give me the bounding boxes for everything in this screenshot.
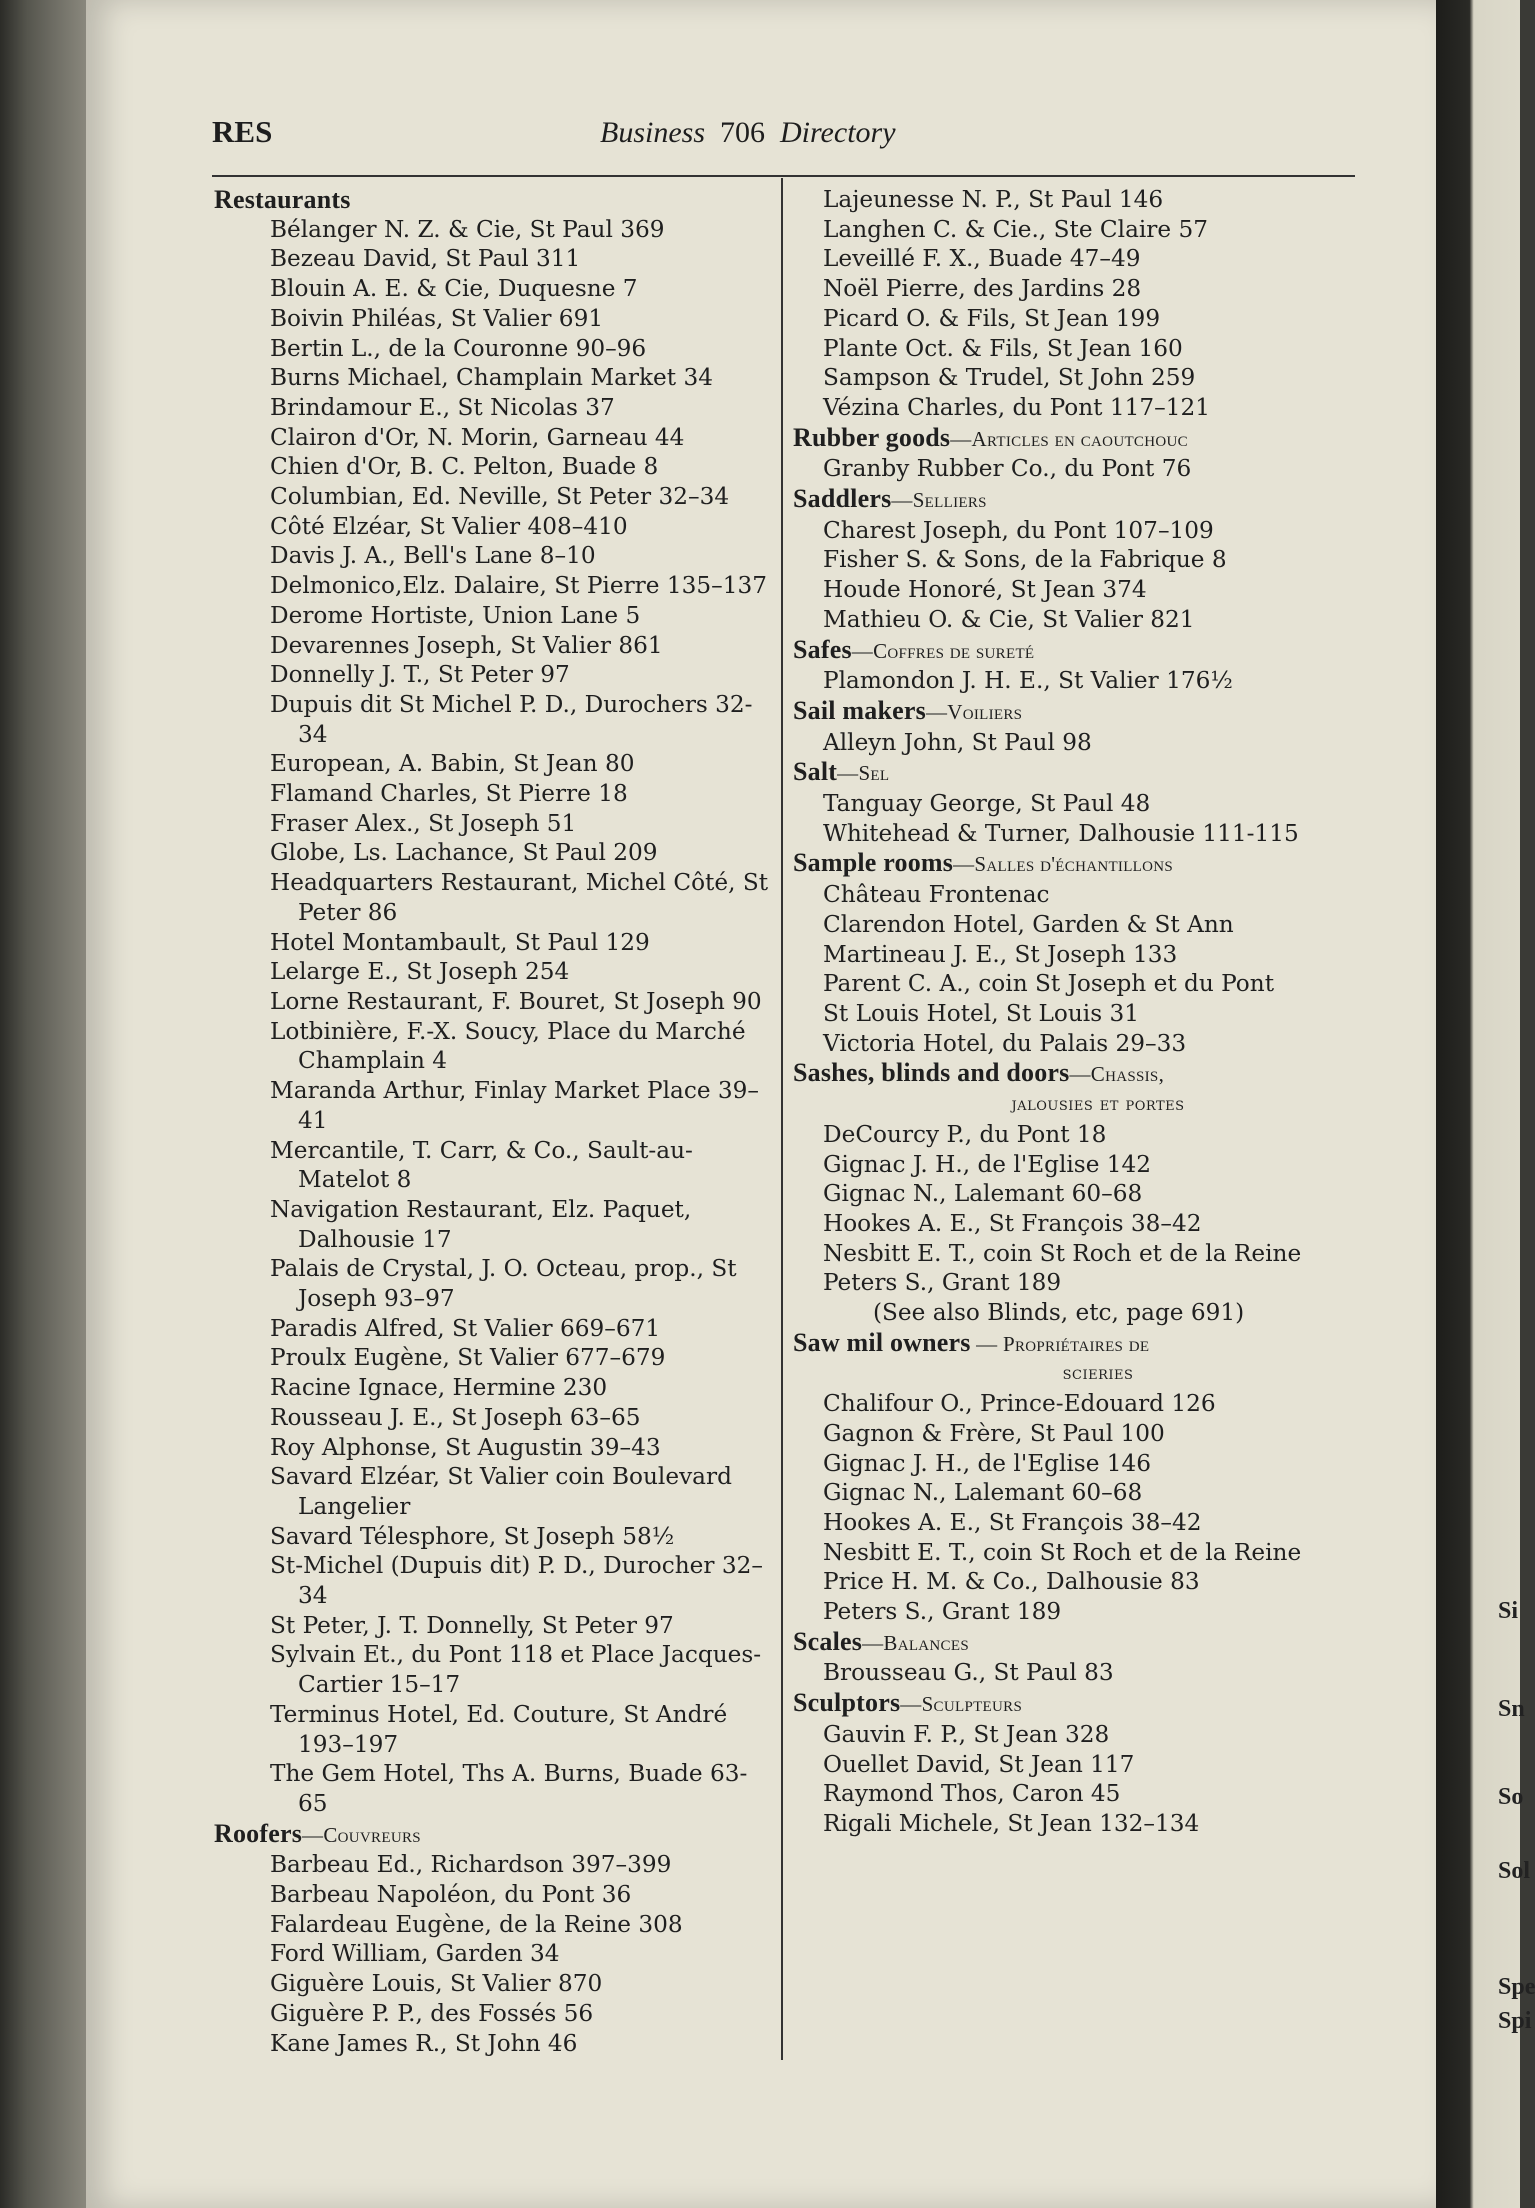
- directory-entry: Sampson & Trudel, St John 259: [823, 364, 1196, 392]
- directory-entry: Barbeau Ed., Richardson 397–399: [270, 1851, 672, 1879]
- directory-entry: Parent C. A., coin St Joseph et du Pont: [823, 970, 1275, 998]
- directory-entry: Hookes A. E., St François 38–42: [823, 1508, 1202, 1536]
- directory-entry: Vézina Charles, du Pont 117–121: [823, 393, 1210, 421]
- edge-fragment: So: [1498, 1784, 1524, 1810]
- directory-entry: Lajeunesse N. P., St Paul 146: [823, 186, 1164, 213]
- directory-entry: Victoria Hotel, du Palais 29–33: [823, 1029, 1187, 1057]
- directory-entry: Bezeau David, St Paul 311: [270, 245, 581, 273]
- directory-entry: European, A. Babin, St Jean 80: [270, 750, 635, 778]
- heading-rubber-goods: Rubber goods—Articles en caoutchouc: [793, 422, 1188, 452]
- heading-sample-rooms: Sample rooms—Salles d'échantillons: [793, 848, 1174, 878]
- sample-rooms-list: [793, 880, 1363, 1058]
- directory-entry: Maranda Arthur, Finlay Market Place 39–41: [270, 1077, 760, 1134]
- directory-entry: Dupuis dit St Michel P. D., Durochers 32-34: [270, 690, 753, 748]
- page-number: 706: [720, 116, 765, 149]
- directory-entry: Mathieu O. & Cie, St Valier 821: [823, 605, 1195, 633]
- directory-entry: Alleyn John, St Paul 98: [823, 728, 1092, 756]
- directory-entry: Globe, Ls. Lachance, St Paul 209: [270, 839, 658, 867]
- heading-sashes-french-2: jalousies et portes: [1011, 1093, 1185, 1116]
- directory-entry: Chalifour O., Prince-Edouard 126: [823, 1390, 1216, 1418]
- directory-entry: Fisher S. & Sons, de la Fabrique 8: [823, 546, 1227, 574]
- directory-entry: Peters S., Grant 189: [823, 1269, 1062, 1297]
- heading-salt: Salt—Sel: [793, 757, 890, 787]
- directory-entry: Charest Joseph, du Pont 107–109: [823, 516, 1214, 544]
- heading-sail-makers: Sail makers—Voiliers: [793, 695, 1023, 725]
- directory-entry: Mercantile, T. Carr, & Co., Sault-au-Matelot 8: [270, 1136, 693, 1194]
- heading-saw-mill: Saw mil owners — Propriétaires de: [793, 1327, 1150, 1357]
- roofers-list: [214, 1850, 774, 2058]
- directory-entry: Savard Elzéar, St Valier coin Boulevard Langelier: [270, 1463, 732, 1520]
- directory-entry: Langhen C. & Cie., Ste Claire 57: [823, 215, 1208, 243]
- directory-entry: Château Frontenac: [823, 881, 1050, 909]
- sculptors-list: [793, 1720, 1363, 1839]
- directory-entry: Hookes A. E., St François 38–42: [823, 1209, 1202, 1237]
- heading-sculptors: Sculptors—Sculpteurs: [793, 1688, 1023, 1718]
- directory-entry: Brindamour E., St Nicolas 37: [270, 393, 615, 421]
- directory-entry: Burns Michael, Champlain Market 34: [270, 364, 713, 392]
- book-spine: [0, 0, 90, 2208]
- directory-entry: Gignac J. H., de l'Eglise 146: [823, 1449, 1152, 1477]
- edge-fragment: Si: [1498, 1598, 1519, 1624]
- safes-list: [793, 666, 1363, 696]
- left-column: [214, 185, 774, 2058]
- see-also-note: (See also Blinds, etc, page 691): [873, 1299, 1245, 1327]
- sashes-list: [793, 1120, 1363, 1298]
- directory-entry: Nesbitt E. T., coin St Roch et de la Reine: [823, 1538, 1302, 1566]
- directory-entry: Price H. M. & Co., Dalhousie 83: [823, 1568, 1200, 1596]
- heading-safes: Safes—Coffres de sureté: [793, 634, 1035, 664]
- header-rule: [212, 175, 1355, 177]
- directory-entry: Plante Oct. & Fils, St Jean 160: [823, 334, 1183, 362]
- directory-entry: Gauvin F. P., St Jean 328: [823, 1720, 1110, 1748]
- directory-entry: Hotel Montambault, St Paul 129: [270, 928, 650, 956]
- heading-saw-mill-french-2: scieries: [1062, 1362, 1134, 1385]
- directory-entry: Terminus Hotel, Ed. Couture, St André 193–197: [270, 1700, 728, 1758]
- sail-makers-list: [793, 728, 1363, 758]
- right-column: [793, 185, 1363, 1839]
- heading-restaurants: Restaurants: [214, 185, 351, 214]
- scales-list: [793, 1658, 1363, 1688]
- directory-entry: Gignac J. H., de l'Eglise 142: [823, 1150, 1152, 1178]
- directory-entry: Peters S., Grant 189: [823, 1598, 1062, 1626]
- heading-saddlers: Saddlers—Selliers: [793, 484, 987, 514]
- directory-entry: St-Michel (Dupuis dit) P. D., Durocher 32–34: [270, 1552, 763, 1610]
- salt-list: [793, 789, 1363, 848]
- directory-entry: Brousseau G., St Paul 83: [823, 1659, 1114, 1687]
- directory-entry: Côté Elzéar, St Valier 408–410: [270, 512, 628, 540]
- directory-entry: Raymond Thos, Caron 45: [823, 1780, 1121, 1808]
- directory-entry: Giguère Louis, St Valier 870: [270, 1970, 603, 1998]
- directory-entry: Granby Rubber Co., du Pont 76: [823, 455, 1192, 483]
- column-divider: [781, 178, 783, 2060]
- directory-entry: Falardeau Eugène, de la Reine 308: [270, 1910, 683, 1938]
- page-header: [212, 110, 1352, 160]
- directory-entry: Ford William, Garden 34: [270, 1940, 560, 1968]
- directory-entry: Delmonico,Elz. Dalaire, St Pierre 135–137: [270, 572, 767, 600]
- section-code: RES: [212, 114, 273, 149]
- directory-entry: Bertin L., de la Couronne 90–96: [270, 334, 647, 362]
- directory-entry: Proulx Eugène, St Valier 677–679: [270, 1344, 666, 1372]
- directory-entry: Gagnon & Frère, St Paul 100: [823, 1419, 1165, 1447]
- directory-entry: Rigali Michele, St Jean 132–134: [823, 1809, 1200, 1837]
- rubber-goods-list: [793, 454, 1363, 484]
- adjacent-page-edge: [1436, 0, 1535, 2208]
- directory-entry: Columbian, Ed. Neville, St Peter 32–34: [270, 483, 730, 511]
- restaurants-list: [214, 215, 774, 1819]
- directory-entry: Clarendon Hotel, Garden & St Ann: [823, 910, 1234, 938]
- directory-entry: Lorne Restaurant, F. Bouret, St Joseph 90: [270, 987, 762, 1015]
- directory-entry: St Louis Hotel, St Louis 31: [823, 999, 1139, 1027]
- edge-fragment: Spe: [1498, 1974, 1535, 2000]
- title-left: Business: [600, 116, 705, 149]
- directory-entry: Leveillé F. X., Buade 47–49: [823, 245, 1141, 273]
- directory-entry: Sylvain Et., du Pont 118 et Place Jacques-Cartier 15–17: [270, 1641, 762, 1699]
- directory-entry: Devarennes Joseph, St Valier 861: [270, 631, 663, 659]
- running-title: [600, 116, 896, 150]
- restaurants-continued-list: [793, 185, 1363, 423]
- directory-entry: Racine Ignace, Hermine 230: [270, 1374, 608, 1402]
- directory-entry: Gignac N., Lalemant 60–68: [823, 1479, 1143, 1507]
- saddlers-list: [793, 516, 1363, 635]
- directory-entry: Blouin A. E. & Cie, Duquesne 7: [270, 275, 638, 303]
- heading-sashes: Sashes, blinds and doors—Chassis,: [793, 1058, 1165, 1088]
- directory-entry: Navigation Restaurant, Elz. Paquet, Dalhousie 17: [270, 1195, 692, 1253]
- directory-entry: Roy Alphonse, St Augustin 39–43: [270, 1433, 661, 1461]
- directory-entry: Savard Télesphore, St Joseph 58½: [270, 1522, 675, 1550]
- directory-entry: Houde Honoré, St Jean 374: [823, 576, 1147, 604]
- heading-scales: Scales—Balances: [793, 1626, 969, 1656]
- directory-entry: Kane James R., St John 46: [270, 2029, 578, 2057]
- heading-roofers: Roofers—Couvreurs: [214, 1818, 421, 1848]
- directory-entry: Barbeau Napoléon, du Pont 36: [270, 1881, 632, 1909]
- directory-entry: Picard O. & Fils, St Jean 199: [823, 304, 1161, 332]
- directory-entry: Paradis Alfred, St Valier 669–671: [270, 1314, 661, 1342]
- directory-entry: Clairon d'Or, N. Morin, Garneau 44: [270, 423, 685, 451]
- directory-entry: Whitehead & Turner, Dalhousie 111-115: [823, 819, 1299, 847]
- directory-entry: Palais de Crystal, J. O. Octeau, prop., St Joseph 93–97: [270, 1255, 737, 1313]
- directory-entry: Lotbinière, F.-X. Soucy, Place du Marché Champlain 4: [270, 1017, 746, 1075]
- directory-entry: Headquarters Restaurant, Michel Côté, St Peter 86: [270, 869, 769, 926]
- directory-entry: Donnelly J. T., St Peter 97: [270, 661, 570, 689]
- directory-entry: Chien d'Or, B. C. Pelton, Buade 8: [270, 453, 659, 481]
- directory-entry: Gignac N., Lalemant 60–68: [823, 1180, 1143, 1208]
- directory-entry: Lelarge E., St Joseph 254: [270, 958, 570, 986]
- directory-entry: Martineau J. E., St Joseph 133: [823, 940, 1178, 968]
- title-right: Directory: [780, 116, 896, 149]
- directory-entry: The Gem Hotel, Ths A. Burns, Buade 63-65: [270, 1760, 748, 1817]
- saw-mill-list: [793, 1389, 1363, 1627]
- directory-entry: Rousseau J. E., St Joseph 63–65: [270, 1403, 641, 1431]
- edge-fragment: Sol: [1498, 1858, 1531, 1884]
- directory-entry: Flamand Charles, St Pierre 18: [270, 780, 628, 808]
- directory-entry: Giguère P. P., des Fossés 56: [270, 1999, 594, 2027]
- directory-entry: DeCourcy P., du Pont 18: [823, 1120, 1107, 1148]
- edge-fragment: Sn: [1498, 1696, 1525, 1722]
- directory-entry: Tanguay George, St Paul 48: [823, 790, 1151, 818]
- directory-entry: Derome Hortiste, Union Lane 5: [270, 601, 641, 629]
- directory-entry: St Peter, J. T. Donnelly, St Peter 97: [270, 1611, 674, 1639]
- directory-entry: Plamondon J. H. E., St Valier 176½: [823, 667, 1233, 695]
- directory-entry: Bélanger N. Z. & Cie, St Paul 369: [270, 215, 665, 243]
- directory-entry: Boivin Philéas, St Valier 691: [270, 304, 604, 332]
- directory-entry: Fraser Alex., St Joseph 51: [270, 809, 577, 837]
- directory-entry: Noël Pierre, des Jardins 28: [823, 275, 1142, 303]
- directory-entry: Nesbitt E. T., coin St Roch et de la Reine: [823, 1239, 1302, 1267]
- directory-entry: Ouellet David, St Jean 117: [823, 1750, 1135, 1778]
- edge-fragment: Spi: [1498, 2008, 1532, 2034]
- directory-entry: Davis J. A., Bell's Lane 8–10: [270, 542, 596, 570]
